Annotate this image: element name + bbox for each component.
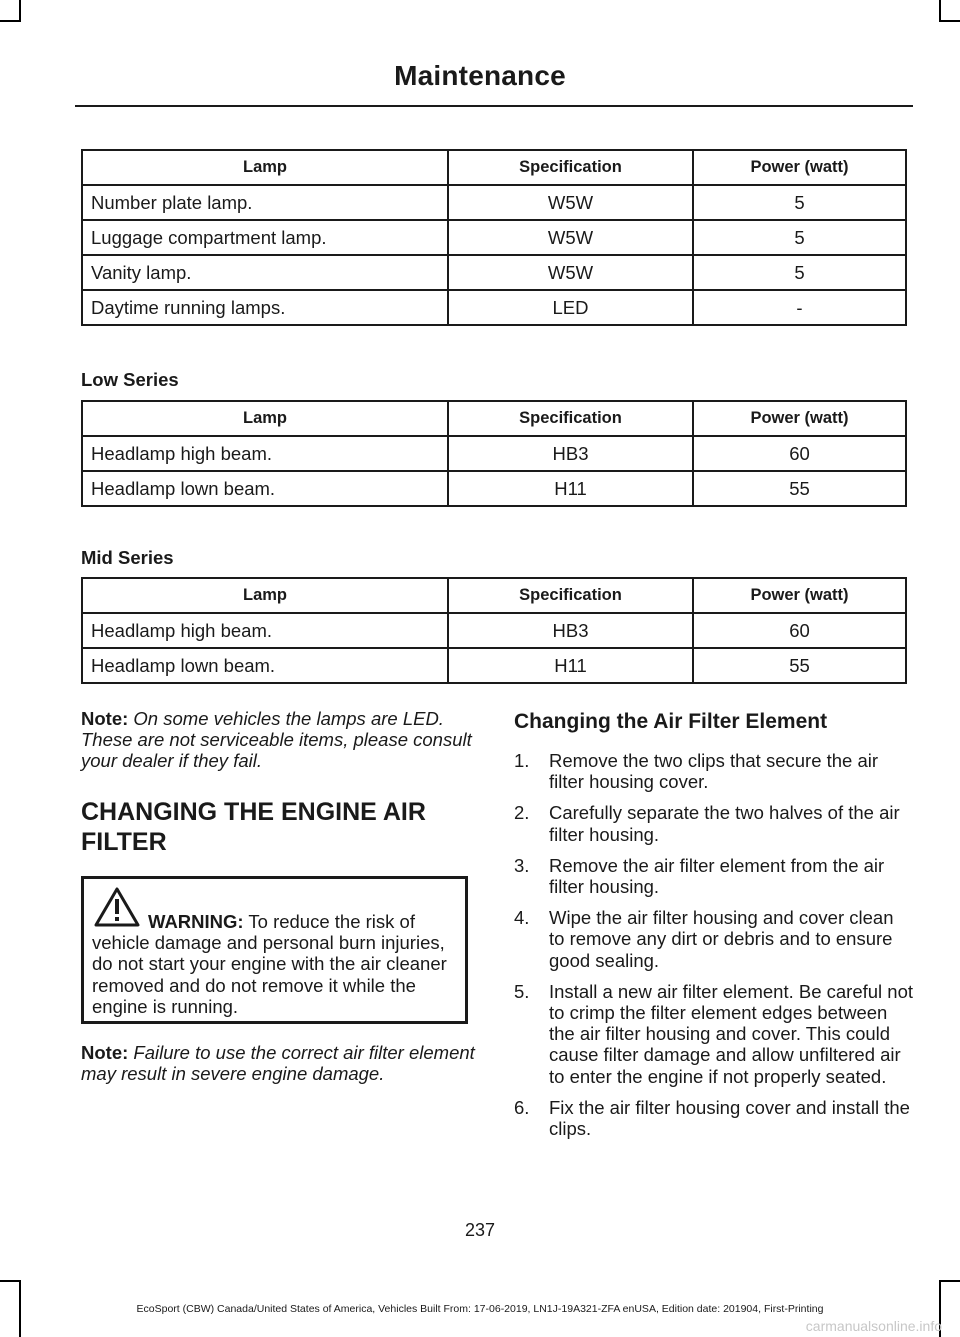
warning-text (92, 911, 470, 1017)
power-column-header: Power (watt) (693, 578, 906, 613)
warning-body: To reduce the risk of vehicle damage and personal burn injuries, do not start your engine with the air cleaner removed and do not remove it while the engine is running. (92, 911, 447, 1017)
lamp-cell: Headlamp high beam. (82, 436, 448, 471)
power-cell: 5 (693, 220, 906, 255)
lamp-column-header: Lamp (82, 150, 448, 185)
lamp-cell: Headlamp high beam. (82, 613, 448, 648)
table-row (82, 255, 906, 290)
list-item (514, 907, 914, 971)
lamp-cell: Headlamp lown beam. (82, 471, 448, 506)
led-note (81, 708, 481, 771)
power-cell: 60 (693, 613, 906, 648)
lamp-cell: Headlamp lown beam. (82, 648, 448, 683)
step-text: Fix the air filter housing cover and install the clips. (549, 1096, 910, 1140)
crop-mark-top-left-h (0, 20, 21, 22)
specification-column-header: Specification (448, 150, 693, 185)
crop-mark-bottom-right-h (939, 1280, 960, 1282)
power-column-header: Power (watt) (693, 401, 906, 436)
mid-series-table (81, 577, 907, 684)
table-row (82, 290, 906, 325)
air-filter-note (81, 1042, 481, 1084)
step-text: Wipe the air filter housing and cover clean to remove any dirt or debris and to ensure good sealing. (549, 907, 894, 971)
table-header-row (82, 401, 906, 436)
lamp-column-header: Lamp (82, 578, 448, 613)
warning-lead: WARNING: (148, 911, 244, 932)
mid-series-heading: Mid Series (81, 547, 174, 568)
table-row (82, 613, 906, 648)
warning-box (81, 876, 468, 1024)
table-row (82, 220, 906, 255)
spec-cell: LED (448, 290, 693, 325)
low-series-heading: Low Series (81, 369, 179, 390)
table-row (82, 436, 906, 471)
crop-mark-top-right-v (939, 0, 941, 22)
table-row (82, 185, 906, 220)
spec-cell: W5W (448, 220, 693, 255)
step-number: 1. (514, 750, 530, 771)
table-row (82, 648, 906, 683)
spec-cell: HB3 (448, 436, 693, 471)
power-cell: 60 (693, 436, 906, 471)
list-item (514, 802, 914, 844)
bulb-spec-table (81, 149, 907, 326)
spec-cell: W5W (448, 255, 693, 290)
section-title: CHANGING THE ENGINE AIR FILTER (81, 798, 426, 856)
table-header-row (82, 150, 906, 185)
step-text: Remove the air filter element from the air filter housing. (549, 854, 885, 898)
page-number: 237 (464, 1220, 496, 1240)
footer-text: EcoSport (CBW) Canada/United States of America, Vehicles Built From: 17-06-2019, LN1J-19A321-ZFA enUSA, Edition date: 201904, First-Printing (136, 1303, 824, 1315)
power-cell: 55 (693, 648, 906, 683)
note-label: Note: (81, 1042, 129, 1063)
table-header-row (82, 578, 906, 613)
step-text: Carefully separate the two halves of the air filter housing. (549, 802, 900, 845)
power-cell: 55 (693, 471, 906, 506)
step-number: 3. (514, 854, 530, 876)
power-column-header: Power (watt) (693, 150, 906, 185)
power-cell: 5 (693, 255, 906, 290)
lamp-cell: Vanity lamp. (82, 255, 448, 290)
power-cell: 5 (693, 185, 906, 220)
note-label: Note: (81, 708, 129, 729)
step-number: 6. (514, 1096, 530, 1118)
note-text: On some vehicles the lamps are LED. These are not serviceable items, please consult your dealer if they fail. (81, 708, 472, 771)
spec-cell: H11 (448, 471, 693, 506)
spec-cell: H11 (448, 648, 693, 683)
list-item (514, 750, 914, 792)
list-item (514, 1097, 914, 1139)
step-number: 5. (514, 980, 530, 1002)
table-row (82, 471, 906, 506)
lamp-cell: Number plate lamp. (82, 185, 448, 220)
page-title: Maintenance (394, 60, 566, 91)
lamp-column-header: Lamp (82, 401, 448, 436)
specification-column-header: Specification (448, 401, 693, 436)
lamp-cell: Daytime running lamps. (82, 290, 448, 325)
lamp-cell: Luggage compartment lamp. (82, 220, 448, 255)
step-number: 2. (514, 802, 530, 824)
step-text: Remove the two clips that secure the air filter housing cover. (549, 750, 879, 793)
subsection-title: Changing the Air Filter Element (514, 710, 828, 733)
note-text: Failure to use the correct air filter element may result in severe engine damage. (81, 1042, 475, 1084)
list-item (514, 981, 914, 1087)
crop-mark-top-right-h (939, 20, 960, 22)
step-number: 4. (514, 907, 530, 929)
crop-mark-bottom-left-h (0, 1280, 21, 1282)
header-rule (75, 105, 913, 107)
power-cell: - (693, 290, 906, 325)
specification-column-header: Specification (448, 578, 693, 613)
steps-list (514, 750, 914, 1149)
low-series-table (81, 400, 907, 507)
step-text: Install a new air filter element. Be careful not to crimp the filter element edges between the air filter housing and cover. This could cause filter damage and allow unfiltered air to enter the engine if not properly seated. (549, 980, 914, 1087)
watermark: carmanualsonline.info (805, 1318, 942, 1334)
spec-cell: HB3 (448, 613, 693, 648)
crop-mark-top-left-v (19, 0, 21, 22)
spec-cell: W5W (448, 185, 693, 220)
list-item (514, 855, 914, 897)
